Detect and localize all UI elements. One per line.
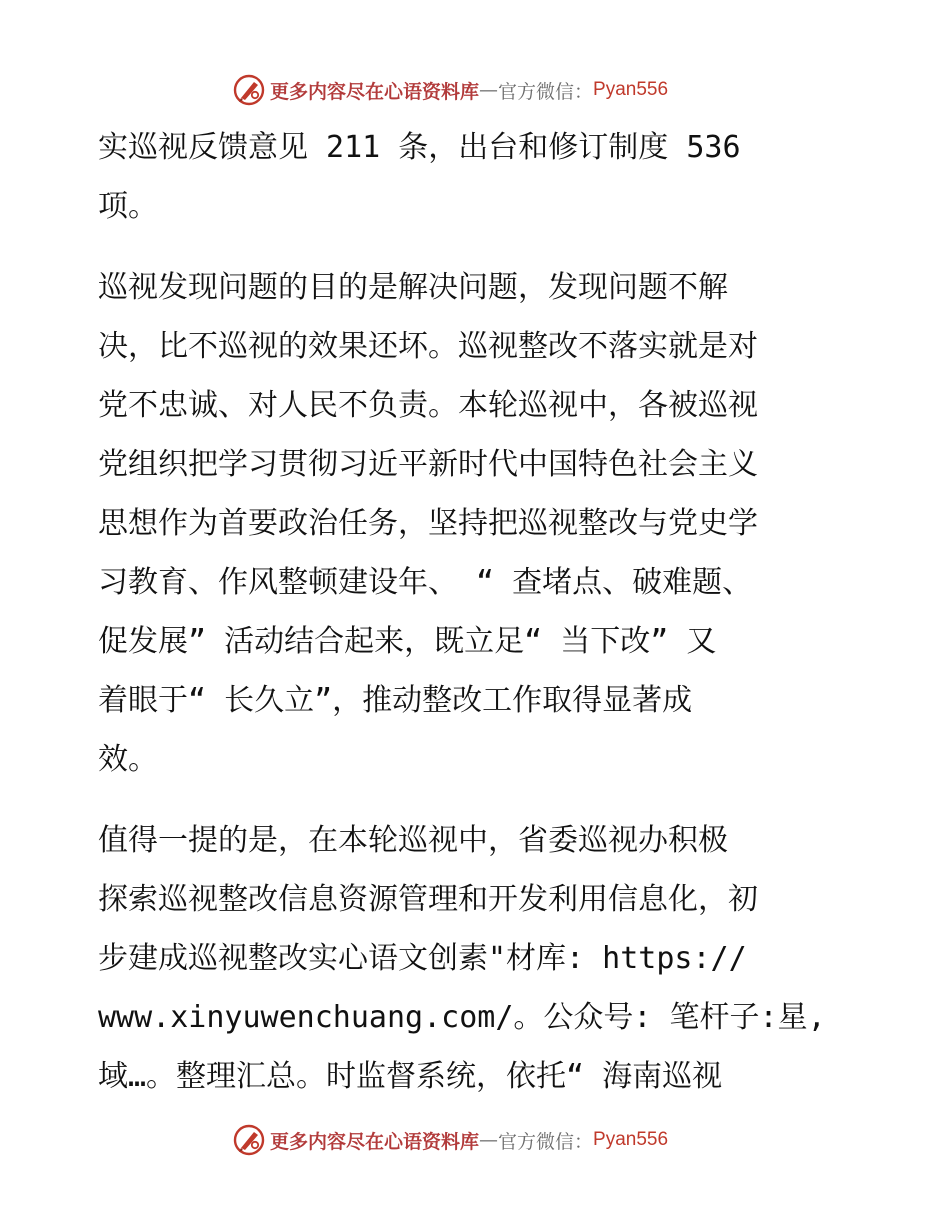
footer-wechat-label: 官方微信： (498, 1130, 594, 1153)
text-line: 值得一提的是，在本轮巡视中，省委巡视办积极 (98, 823, 728, 858)
header-brand-text: 更多内容尽在心语资料库 (270, 80, 480, 103)
header-dash: — (479, 79, 499, 101)
text-line: www.xinyuwenchuang.com/。公众号: 笔杆子:星, (98, 1000, 826, 1035)
text-line: 步建成巡视整改实心语文创素"材库: https:// (98, 941, 747, 976)
footer-brand-text: 更多内容尽在心语资料库 (270, 1130, 480, 1153)
text-line: 着眼于“ 长久立”，推动整改工作取得显著成 (98, 683, 693, 718)
footer-wechat-id: Pyan556 (593, 1129, 669, 1150)
text-line: 决，比不巡视的效果还坏。巡视整改不落实就是对 (98, 329, 758, 364)
header-banner (232, 70, 668, 110)
pen-logo-icon (232, 1123, 266, 1157)
header-wechat-label: 官方微信： (498, 80, 594, 103)
text-line: 党不忠诚、对人民不负责。本轮巡视中，各被巡视 (98, 388, 758, 423)
footer-dash: — (479, 1129, 499, 1151)
paragraph-2 (98, 258, 858, 789)
document-body (98, 118, 858, 1106)
text-line: 促发展” 活动结合起来，既立足“ 当下改” 又 (98, 624, 717, 659)
pen-logo-icon (232, 73, 266, 107)
footer-banner (232, 1120, 668, 1160)
paragraph-1 (98, 118, 858, 236)
header-wechat-id: Pyan556 (593, 79, 669, 100)
text-line: 效。 (98, 742, 158, 777)
text-line: 实巡视反馈意见 211 条，出台和修订制度 536 (98, 130, 741, 165)
text-line: 巡视发现问题的目的是解决问题，发现问题不解 (98, 270, 728, 305)
text-line: 党组织把学习贯彻习近平新时代中国特色社会主义 (98, 447, 758, 482)
text-line: 思想作为首要政治任务，坚持把巡视整改与党史学 (98, 506, 758, 541)
text-line: 域…。整理汇总。时监督系统，依托“ 海南巡视 (98, 1059, 723, 1094)
text-line: 项。 (98, 189, 158, 224)
text-line: 探索巡视整改信息资源管理和开发利用信息化，初 (98, 882, 758, 917)
text-line: 习教育、作风整顿建设年、 “ 查堵点、破难题、 (98, 565, 753, 600)
paragraph-3 (98, 811, 858, 1106)
